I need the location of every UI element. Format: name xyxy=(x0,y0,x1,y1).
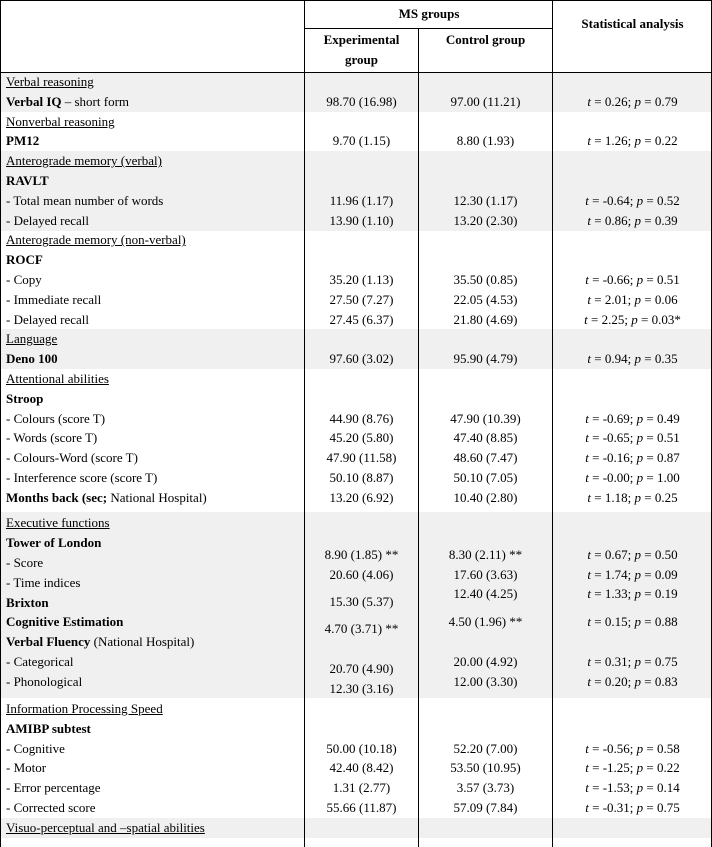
stat-t-symbol: t xyxy=(584,311,588,327)
experimental-value: 13.20 (6.92) xyxy=(329,489,394,505)
stat-p-symbol: p xyxy=(634,291,641,307)
stat-t-value: 2.25 xyxy=(601,311,625,327)
ms-groups-header: MS groups xyxy=(398,6,460,21)
stat-t-symbol: t xyxy=(585,470,589,485)
stat-p-symbol: p xyxy=(634,93,641,109)
measure-detail: - Copy xyxy=(6,272,42,287)
stat-t-symbol: t xyxy=(587,586,592,601)
statistical-analysis-header: Statistical analysis xyxy=(581,16,684,31)
section-label: Language xyxy=(6,331,58,347)
measure-name: Tower of London xyxy=(6,535,102,550)
stat-t-symbol: t xyxy=(587,291,592,307)
experimental-value: 20.60 (4.06) xyxy=(329,567,394,582)
measure-label xyxy=(6,389,43,409)
control-value: 57.09 (7.84) xyxy=(453,800,518,815)
measure-label xyxy=(6,310,89,330)
stat-t-value: 1.74 xyxy=(604,567,628,582)
stat-p-symbol: p xyxy=(634,489,641,505)
section-row xyxy=(0,369,712,389)
experimental-value: 9.70 (1.15) xyxy=(332,133,391,149)
grid-hline xyxy=(0,72,712,73)
statistics-value: t = 1.18; p = 0.25 xyxy=(587,489,678,505)
table-row xyxy=(0,428,712,448)
measure-name: RAVLT xyxy=(6,173,49,188)
experimental-value: 8.90 (1.85) ** xyxy=(324,547,399,562)
measure-label xyxy=(6,488,207,508)
control-value: 52.20 (7.00) xyxy=(453,740,518,756)
table-row xyxy=(0,191,712,211)
experimental-header-line1: Experimental xyxy=(323,32,400,47)
control-value: 21.80 (4.69) xyxy=(453,311,518,327)
stat-p-value: 0.75 xyxy=(654,654,678,669)
stat-p-symbol: p xyxy=(636,272,644,287)
stat-p-symbol: p xyxy=(634,351,641,367)
stat-p-symbol: p xyxy=(631,311,638,327)
section-row xyxy=(0,818,712,838)
grid-vline xyxy=(552,0,553,847)
stat-p-symbol: p xyxy=(634,212,641,228)
experimental-value: 20.70 (4.90) xyxy=(329,661,394,676)
control-value: 13.20 (2.30) xyxy=(453,212,518,228)
measure-detail: - Words (score T) xyxy=(6,430,98,446)
table-row xyxy=(0,92,712,112)
stat-p-value: 0.03* xyxy=(651,311,681,327)
table-row xyxy=(0,290,712,310)
experimental-value: 4.70 (3.71) ** xyxy=(324,621,399,636)
stat-p-symbol: p xyxy=(636,470,644,485)
section-label: Executive functions xyxy=(6,515,110,530)
experimental-header-line2: group xyxy=(345,52,378,67)
experimental-value: 12.30 (3.16) xyxy=(329,681,394,696)
statistics-cell: t = 0.15; p = 0.88 xyxy=(587,614,678,629)
statistics-cell: t = 0.31; p = 0.75 xyxy=(587,654,678,669)
stat-p-value: 0.83 xyxy=(654,674,678,689)
stat-t-value: 0.86 xyxy=(604,212,628,228)
stat-t-value: 0.67 xyxy=(604,547,628,562)
stat-t-value: -0.64 xyxy=(602,192,630,208)
table-header xyxy=(0,0,712,72)
control-value: 53.50 (10.95) xyxy=(450,760,521,776)
statistics-value: t = -0.64; p = 0.52 xyxy=(585,192,680,208)
stat-t-symbol: t xyxy=(585,410,589,426)
stat-p-symbol: p xyxy=(636,192,644,208)
experimental-value: 98.70 (16.98) xyxy=(326,93,397,109)
measure-label xyxy=(6,171,49,191)
measure-name: PM12 xyxy=(6,133,40,149)
experimental-value: 11.96 (1.17) xyxy=(329,192,394,208)
statistics-cell: t = 0.20; p = 0.83 xyxy=(587,674,678,689)
measure-detail: - Delayed recall xyxy=(6,311,90,327)
stat-p-symbol: p xyxy=(636,450,644,466)
table-row xyxy=(0,250,712,270)
measure-detail: - Immediate recall xyxy=(6,291,102,307)
stat-p-symbol: p xyxy=(636,410,644,426)
stat-t-value: -0.69 xyxy=(602,410,630,426)
section-row xyxy=(0,112,712,132)
stat-p-value: 0.49 xyxy=(657,410,680,426)
stat-t-value: 0.31 xyxy=(604,654,628,669)
measure-name: Deno 100 xyxy=(6,351,58,367)
stat-p-symbol: p xyxy=(634,674,641,689)
experimental-value: 13.90 (1.10) xyxy=(329,212,394,228)
grid-vline xyxy=(0,0,1,847)
experimental-value: 42.40 (8.42) xyxy=(329,760,394,776)
stat-t-symbol: t xyxy=(587,212,592,228)
stat-t-symbol: t xyxy=(585,430,589,446)
section-row xyxy=(0,230,712,250)
control-value: 12.30 (1.17) xyxy=(453,192,518,208)
experimental-value: 50.00 (10.18) xyxy=(326,740,397,756)
experimental-value: 27.45 (6.37) xyxy=(329,311,394,327)
stat-p-symbol: p xyxy=(636,760,644,776)
experimental-value: 55.66 (11.87) xyxy=(326,800,397,815)
statistics-value: t = -0.65; p = 0.51 xyxy=(585,430,680,446)
measure-detail: - Delayed recall xyxy=(6,212,90,228)
experimental-value: 27.50 (7.27) xyxy=(329,291,394,307)
control-value: 22.05 (4.53) xyxy=(453,291,518,307)
control-value: 12.40 (4.25) xyxy=(453,586,518,601)
statistics-value: t = -1.25; p = 0.22 xyxy=(585,760,680,776)
measure-label: - Categorical xyxy=(6,654,74,669)
control-value: 4.50 (1.96) ** xyxy=(448,614,523,629)
control-value: 50.10 (7.05) xyxy=(453,470,518,485)
experimental-value: 1.31 (2.77) xyxy=(332,780,391,796)
statistics-value xyxy=(0,584,712,604)
section-row xyxy=(0,699,712,719)
stat-t-symbol: t xyxy=(585,272,589,287)
grid-hline xyxy=(304,28,552,29)
table-row xyxy=(0,758,712,778)
control-value: 47.90 (10.39) xyxy=(450,410,521,426)
table-row xyxy=(0,448,712,468)
stat-t-value: 1.18 xyxy=(604,489,628,505)
experimental-header xyxy=(305,30,418,70)
stat-t-value: -0.66 xyxy=(602,272,630,287)
experimental-value: 44.90 (8.76) xyxy=(329,410,394,426)
experimental-value: 97.60 (3.02) xyxy=(329,351,394,367)
stat-t-value: -1.53 xyxy=(602,780,630,796)
stat-t-symbol: t xyxy=(587,674,592,689)
statistics-cell: t = 1.74; p = 0.09 xyxy=(587,567,678,582)
table-row xyxy=(0,719,712,739)
measure-name: Verbal IQ xyxy=(6,93,62,109)
experimental-value: 45.20 (5.80) xyxy=(329,430,394,446)
experimental-value: 50.10 (8.87) xyxy=(329,470,394,485)
stat-p-value: 0.88 xyxy=(654,614,678,629)
stat-p-symbol: p xyxy=(636,740,644,756)
measure-label xyxy=(6,211,89,231)
stat-p-symbol: p xyxy=(634,133,641,149)
section-label: Information Processing Speed xyxy=(6,701,163,716)
statistics-value: t = 2.25; p = 0.03* xyxy=(584,311,681,327)
measure-detail: - Total mean number of words xyxy=(6,192,164,208)
table-row xyxy=(0,778,712,798)
table-row xyxy=(0,739,712,759)
statistics-value: t = -0.69; p = 0.49 xyxy=(585,410,680,426)
stat-p-symbol: p xyxy=(634,586,641,601)
measure-label xyxy=(6,409,105,429)
stat-t-value: -1.25 xyxy=(602,760,630,776)
stat-t-value: 0.94 xyxy=(604,351,628,367)
measure-label: - Time indices xyxy=(6,575,81,590)
stat-p-value: 0.19 xyxy=(654,586,678,601)
measure-label xyxy=(6,92,129,112)
measure-detail: - Interference score (score T) xyxy=(6,470,158,485)
statistics-value: t = -0.16; p = 0.87 xyxy=(585,450,680,466)
statistics-value: t = -1.53; p = 0.14 xyxy=(585,780,680,796)
stat-p-value: 0.75 xyxy=(657,800,680,815)
table-row xyxy=(0,310,712,330)
stat-p-symbol: p xyxy=(634,654,641,669)
stat-t-value: 0.15 xyxy=(604,614,628,629)
stat-t-symbol: t xyxy=(587,133,592,149)
control-value: 17.60 (3.63) xyxy=(453,567,518,582)
stat-p-symbol: p xyxy=(634,567,641,582)
stat-t-symbol: t xyxy=(587,547,592,562)
control-value: 8.30 (2.11) ** xyxy=(448,547,523,562)
stat-p-value: 0.25 xyxy=(654,489,678,505)
measure-name: Cognitive Estimation xyxy=(6,614,124,629)
measure-label: - Phonological xyxy=(6,674,83,689)
section-row xyxy=(0,329,712,349)
measure-name: Brixton xyxy=(6,595,49,610)
measure-detail: - Colours (score T) xyxy=(6,410,106,426)
stat-t-symbol: t xyxy=(585,740,589,756)
section-label: Verbal reasoning xyxy=(6,74,94,89)
table-row xyxy=(0,349,712,369)
statistics-cell: t = 0.67; p = 0.50 xyxy=(587,547,678,562)
stat-p-value: 0.22 xyxy=(657,760,680,776)
stat-t-symbol: t xyxy=(587,567,592,582)
measure-name: Stroop xyxy=(6,390,44,406)
stat-t-value: -0.65 xyxy=(602,430,630,446)
stat-p-value: 0.09 xyxy=(654,567,678,582)
statistics-value xyxy=(0,672,712,692)
stat-t-symbol: t xyxy=(587,351,592,367)
measure-name: ROCF xyxy=(6,252,43,268)
table-row xyxy=(0,270,712,290)
statistics-value: t = 0.26; p = 0.79 xyxy=(587,93,678,109)
stat-p-value: 0.39 xyxy=(654,212,678,228)
measure-detail: - Colours-Word (score T) xyxy=(6,450,138,466)
stat-p-value: 0.35 xyxy=(654,351,678,367)
table-row xyxy=(0,798,712,818)
measure-name: Verbal Fluency xyxy=(6,634,91,649)
control-value: 10.40 (2.80) xyxy=(453,489,518,505)
table-row xyxy=(0,131,712,151)
control-value: 8.80 (1.93) xyxy=(456,133,515,149)
stat-t-value: -0.31 xyxy=(602,800,630,815)
table-row xyxy=(0,389,712,409)
table-row xyxy=(0,468,712,488)
control-value: 3.57 (3.73) xyxy=(456,780,515,796)
statistics-value: t = -0.31; p = 0.75 xyxy=(585,800,680,815)
section-row xyxy=(0,151,712,171)
measure-label xyxy=(6,468,157,488)
stat-p-value: 0.51 xyxy=(657,272,680,287)
control-value: 35.50 (0.85) xyxy=(453,272,518,287)
measure-label xyxy=(6,448,138,468)
grid-hline xyxy=(0,0,712,1)
table-row xyxy=(0,488,712,508)
statistics-value: t = 1.26; p = 0.22 xyxy=(587,133,678,149)
measure-label xyxy=(6,250,43,270)
stat-p-value: 0.52 xyxy=(657,192,680,208)
table-row xyxy=(0,211,712,231)
statistics-value xyxy=(0,545,712,565)
statistics-value: t = 0.94; p = 0.35 xyxy=(587,351,678,367)
measure-label xyxy=(6,290,101,310)
control-value: 48.60 (7.47) xyxy=(453,450,518,466)
table-row xyxy=(0,409,712,429)
table-row xyxy=(0,171,712,191)
stat-t-symbol: t xyxy=(587,614,592,629)
experimental-value: 35.20 (1.13) xyxy=(329,272,394,287)
stat-t-value: 1.33 xyxy=(604,586,628,601)
statistics-value: t = -0.56; p = 0.58 xyxy=(585,740,680,756)
stat-p-value: 0.79 xyxy=(654,93,678,109)
measure-name: AMIBP subtest xyxy=(6,720,91,736)
stat-p-value: 1.00 xyxy=(657,470,680,485)
stat-t-value: 1.26 xyxy=(604,133,628,149)
stat-t-value: -0.16 xyxy=(602,450,630,466)
stat-p-value: 0.22 xyxy=(654,133,678,149)
stat-p-symbol: p xyxy=(636,430,644,446)
stat-t-symbol: t xyxy=(585,450,589,466)
statistics-value xyxy=(0,652,712,672)
stat-t-symbol: t xyxy=(587,489,592,505)
stat-t-value: 2.01 xyxy=(604,291,628,307)
measure-detail: – short form xyxy=(61,93,130,109)
measure-label xyxy=(6,131,39,151)
stat-t-symbol: t xyxy=(585,800,589,815)
measure-label xyxy=(6,270,42,290)
stat-p-value: 0.14 xyxy=(657,780,680,796)
experimental-value: 15.30 (5.37) xyxy=(329,594,394,609)
statistics-value xyxy=(0,565,712,585)
stat-p-value: 0.51 xyxy=(657,430,680,446)
stat-t-value: -0.00 xyxy=(602,470,630,485)
stat-p-value: 0.50 xyxy=(654,547,678,562)
section-label: Anterograde memory (verbal) xyxy=(6,153,162,169)
experimental-value: 47.90 (11.58) xyxy=(326,450,397,466)
control-value: 12.00 (3.30) xyxy=(453,674,518,689)
measure-name: Months back (sec; xyxy=(6,489,108,505)
control-value: 97.00 (11.21) xyxy=(450,93,521,109)
measure-label: - Error percentage xyxy=(6,780,101,796)
statistics-value: t = -0.66; p = 0.51 xyxy=(585,272,680,287)
stat-t-symbol: t xyxy=(585,760,589,776)
stat-p-symbol: p xyxy=(634,614,641,629)
section-label: Visuo-perceptual and –spatial abilities xyxy=(6,819,205,835)
statistics-value: t = 0.86; p = 0.39 xyxy=(587,212,678,228)
control-header: Control group xyxy=(445,32,526,47)
stat-t-value: 0.20 xyxy=(604,674,628,689)
section-label: Attentional abilities xyxy=(6,371,109,386)
measure-label xyxy=(6,428,97,448)
stat-t-value: -0.56 xyxy=(602,740,630,756)
measure-label: - Motor xyxy=(6,760,47,776)
control-value: 95.90 (4.79) xyxy=(453,351,518,367)
measure-label xyxy=(6,349,58,369)
statistics-cell: t = 1.33; p = 0.19 xyxy=(587,586,678,601)
stat-t-value: 0.26 xyxy=(604,93,628,109)
measure-label: - Score xyxy=(6,555,44,570)
stat-p-value: 0.58 xyxy=(657,740,680,756)
stat-p-value: 0.87 xyxy=(657,450,680,466)
measure-label: - Corrected score xyxy=(6,800,96,815)
statistics-value xyxy=(0,612,712,632)
grid-vline xyxy=(304,0,305,847)
stat-p-symbol: p xyxy=(634,547,641,562)
section-row xyxy=(0,72,712,92)
stat-t-symbol: t xyxy=(585,192,589,208)
stat-t-symbol: t xyxy=(587,93,592,109)
stat-p-symbol: p xyxy=(636,780,644,796)
control-value: 20.00 (4.92) xyxy=(453,654,518,669)
section-label: Nonverbal reasoning xyxy=(6,113,115,129)
stat-t-symbol: t xyxy=(587,654,592,669)
measure-detail: (National Hospital) xyxy=(90,634,195,649)
statistics-value: t = -0.00; p = 1.00 xyxy=(585,470,680,485)
grid-vline xyxy=(418,28,419,847)
stat-p-value: 0.06 xyxy=(654,291,678,307)
section-label: Anterograde memory (non-verbal) xyxy=(6,232,186,248)
measure-label: - Cognitive xyxy=(6,740,65,756)
stat-t-symbol: t xyxy=(585,780,589,796)
measure-detail: National Hospital) xyxy=(107,489,207,505)
measure-label xyxy=(6,632,194,652)
statistics-value: t = 2.01; p = 0.06 xyxy=(587,291,678,307)
control-value: 47.40 (8.85) xyxy=(453,430,518,446)
stat-p-symbol: p xyxy=(636,800,644,815)
measure-label xyxy=(6,191,163,211)
